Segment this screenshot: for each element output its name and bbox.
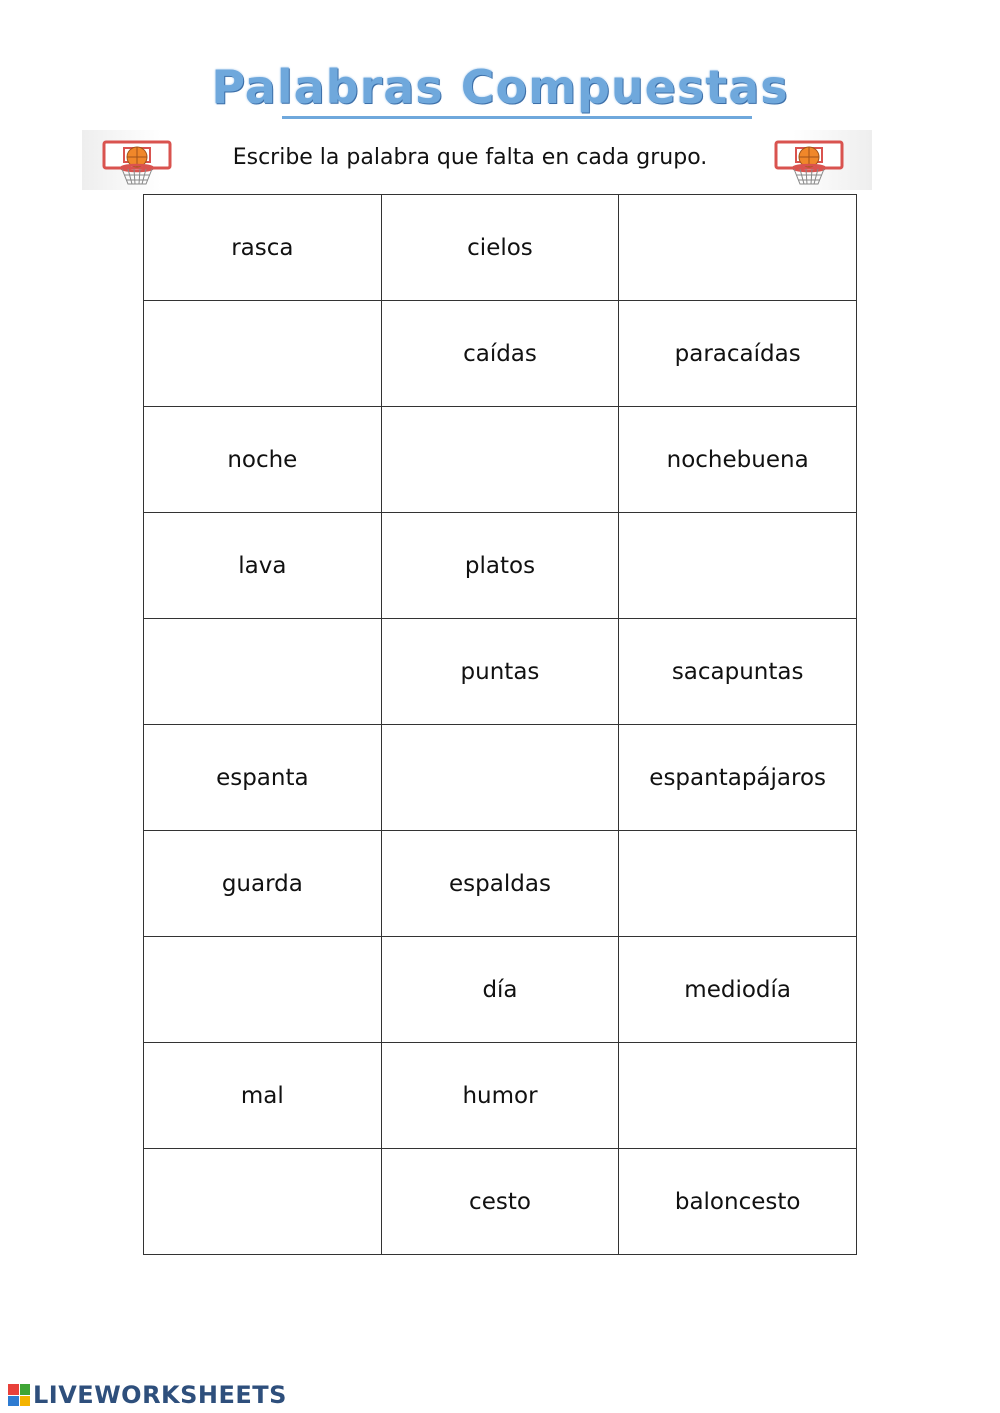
word-cell[interactable]: lava bbox=[144, 513, 382, 619]
table-row bbox=[144, 407, 857, 513]
basketball-hoop-icon bbox=[774, 140, 844, 186]
table-row bbox=[144, 619, 857, 725]
instruction-text: Escribe la palabra que falta en cada grupo. bbox=[232, 145, 708, 170]
footer-logo[interactable] bbox=[8, 1381, 287, 1409]
word-cell[interactable] bbox=[144, 619, 382, 725]
word-cell[interactable]: guarda bbox=[144, 831, 382, 937]
table-row bbox=[144, 937, 857, 1043]
word-cell[interactable]: puntas bbox=[381, 619, 619, 725]
word-cell[interactable]: rasca bbox=[144, 195, 382, 301]
page-title: Palabras Compuestas bbox=[211, 60, 789, 114]
liveworksheets-logo-icon bbox=[8, 1384, 30, 1406]
word-cell[interactable]: platos bbox=[381, 513, 619, 619]
word-cell[interactable] bbox=[619, 831, 857, 937]
compound-words-table bbox=[143, 194, 857, 1255]
word-cell[interactable]: cielos bbox=[381, 195, 619, 301]
table-row bbox=[144, 831, 857, 937]
word-cell[interactable]: mal bbox=[144, 1043, 382, 1149]
word-cell[interactable] bbox=[619, 195, 857, 301]
word-cell[interactable]: espaldas bbox=[381, 831, 619, 937]
title-underline bbox=[282, 116, 752, 119]
word-cell[interactable] bbox=[144, 301, 382, 407]
word-cell[interactable]: humor bbox=[381, 1043, 619, 1149]
word-cell[interactable] bbox=[619, 513, 857, 619]
table-row bbox=[144, 513, 857, 619]
table-row bbox=[144, 725, 857, 831]
word-cell[interactable]: cesto bbox=[381, 1149, 619, 1255]
word-cell[interactable]: día bbox=[381, 937, 619, 1043]
word-cell[interactable] bbox=[381, 407, 619, 513]
table-row bbox=[144, 301, 857, 407]
word-cell[interactable] bbox=[144, 937, 382, 1043]
table-row bbox=[144, 195, 857, 301]
word-cell[interactable]: caídas bbox=[381, 301, 619, 407]
word-cell[interactable]: sacapuntas bbox=[619, 619, 857, 725]
word-cell[interactable] bbox=[619, 1043, 857, 1149]
brand-name: LIVEWORKSHEETS bbox=[33, 1381, 287, 1409]
table-row bbox=[144, 1043, 857, 1149]
word-cell[interactable]: espantapájaros bbox=[619, 725, 857, 831]
word-cell[interactable] bbox=[381, 725, 619, 831]
word-cell[interactable]: noche bbox=[144, 407, 382, 513]
word-cell[interactable]: paracaídas bbox=[619, 301, 857, 407]
word-cell[interactable]: mediodía bbox=[619, 937, 857, 1043]
word-cell[interactable]: nochebuena bbox=[619, 407, 857, 513]
word-cell[interactable] bbox=[144, 1149, 382, 1255]
table-row bbox=[144, 1149, 857, 1255]
word-cell[interactable]: espanta bbox=[144, 725, 382, 831]
word-cell[interactable]: baloncesto bbox=[619, 1149, 857, 1255]
